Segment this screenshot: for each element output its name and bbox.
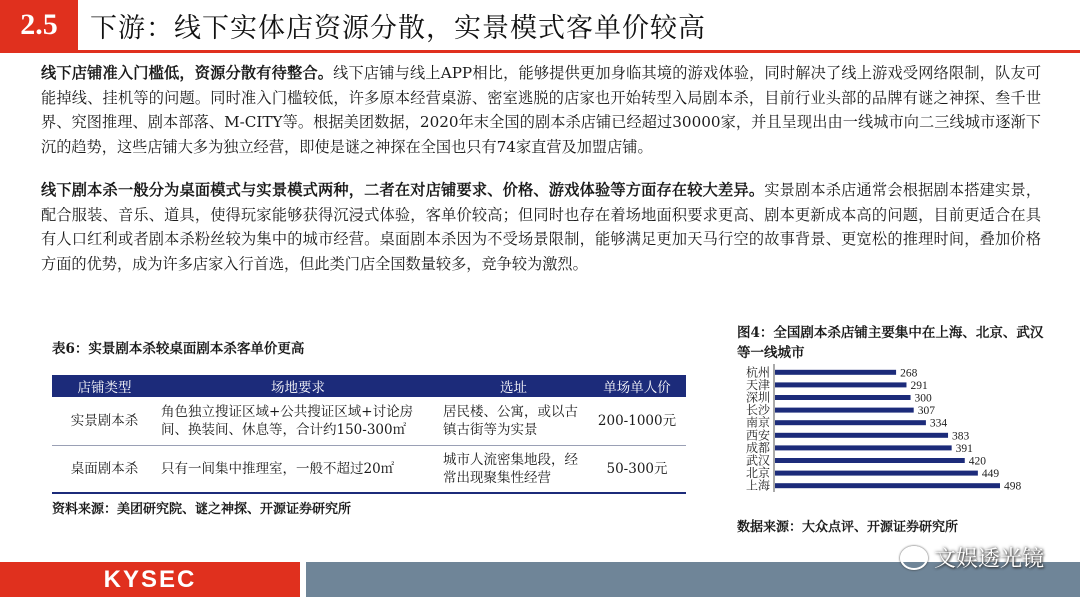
bar [775,433,948,438]
data-label: 307 [917,405,935,418]
data-label: 268 [900,367,918,380]
bar [775,395,911,400]
figure-caption: 图4：全国剧本杀店铺主要集中在上海、北京、武汉等一线城市 [737,325,1044,361]
cell-type: 桌面剧本杀 [52,445,157,493]
bar [775,420,926,425]
paragraph-1-text: 线下店铺与线上APP相比，能够提供更加身临其境的游戏体验，同时解决了线上游戏受网络限制，队友可能掉线、挂机等的问题。同时准入门槛较低，许多原本经营桌游、密室逃脱的店家也开始转型入局剧本杀，目前行业头部的品牌有谜之神探、叁千世界、究图推理、剧本部落、M-CITY等。根据美团数据，2020年末全国的剧本杀店铺已经超过30000家，并且呈现出由一线城市向二三线城市逐渐下沉的趋势，这些店铺大多为独立经营，即使是谜之神探在全国也只有74家直营及加盟店铺。 [41,64,1042,156]
category-label: 长沙 [745,403,770,418]
category-label: 南京 [745,415,770,430]
category-label: 深圳 [745,390,770,405]
figure-source: 数据来源：大众点评、开源证券研究所 [737,520,959,535]
data-label: 420 [968,455,987,468]
bar [775,445,952,450]
paragraph-2 [41,178,1041,276]
data-label: 498 [1004,480,1022,493]
category-label: 天津 [745,377,770,392]
slide-header [0,0,1080,50]
header-price: 单场单人价 [588,375,686,397]
bar [775,382,906,387]
paragraph-1 [41,61,1041,159]
data-label: 300 [914,392,932,405]
category-label: 西安 [745,428,770,443]
paragraph-1-lead: 线下店铺准入门槛低，资源分散有待整合。 [41,64,334,82]
header-store-type: 店铺类型 [52,375,157,397]
cell-price: 200-1000元 [588,397,686,445]
table-caption: 表6：实景剧本杀较桌面剧本杀客单价更高 [52,341,305,357]
bar [775,471,978,476]
cell-location: 城市人流密集地段，经常出现聚集性经营 [439,445,588,493]
cell-price: 50-300元 [588,445,686,493]
category-label: 杭州 [745,365,770,380]
slide-title: 下游：线下实体店资源分散，实景模式客单价较高 [90,12,706,44]
paragraph-2-text: 实景剧本杀店通常会根据剧本搭建实景，配合服装、音乐、道具，使得玩家能够获得沉浸式体验，客单价较高；但同时也存在着场地面积要求更高、剧本更新成本高的问题，目前更适合在具有人口红利或者剧本杀粉丝较为集中的城市经营。桌面剧本杀因为不受场景限制，能够满足更加天马行空的故事背景、更宽松的推理时间，叠加价格方面的优势，成为许多店家入行首选，但此类门店全国数量较多，竞争较为激烈。 [41,181,1042,273]
table-row [52,397,686,445]
header-divider [0,50,1080,53]
cell-venue: 只有一间集中推理室，一般不超过20㎡ [157,445,439,493]
cell-venue: 角色独立搜证区域+公共搜证区域+讨论房间、换装间、休息等，合计约150-300㎡ [157,397,439,445]
header-venue: 场地要求 [157,375,439,397]
city-store-bar-chart [730,362,1030,502]
cell-location: 居民楼、公寓，或以古镇古街等为实景 [439,397,588,445]
watermark-text: 文娱透光镜 [933,547,1044,572]
brand-logo: KYSEC [0,562,300,597]
bar [775,370,896,375]
bar [775,458,965,463]
category-label: 北京 [745,466,770,481]
data-label: 391 [955,442,973,455]
watermark [900,542,1044,573]
cell-type: 实景剧本杀 [52,397,157,445]
paragraph-2-lead: 线下剧本杀一般分为桌面模式与实景模式两种，二者在对店铺要求、价格、游戏体验等方面存在较大差异。 [41,181,765,199]
category-label: 成都 [745,440,770,455]
section-number: 2.5 [0,0,78,50]
table-row [52,445,686,493]
bar [775,483,1000,488]
comparison-table [52,375,686,494]
data-label: 291 [910,379,928,392]
table-header-row [52,375,686,397]
data-label: 383 [952,430,970,443]
bar [775,408,914,413]
wechat-icon [900,546,928,570]
category-label: 武汉 [745,453,770,468]
table-source: 资料来源：美团研究院、谜之神探、开源证券研究所 [52,502,352,517]
data-label: 334 [929,417,948,430]
category-label: 上海 [745,478,770,493]
header-location: 选址 [439,375,588,397]
data-label: 449 [981,468,1000,481]
